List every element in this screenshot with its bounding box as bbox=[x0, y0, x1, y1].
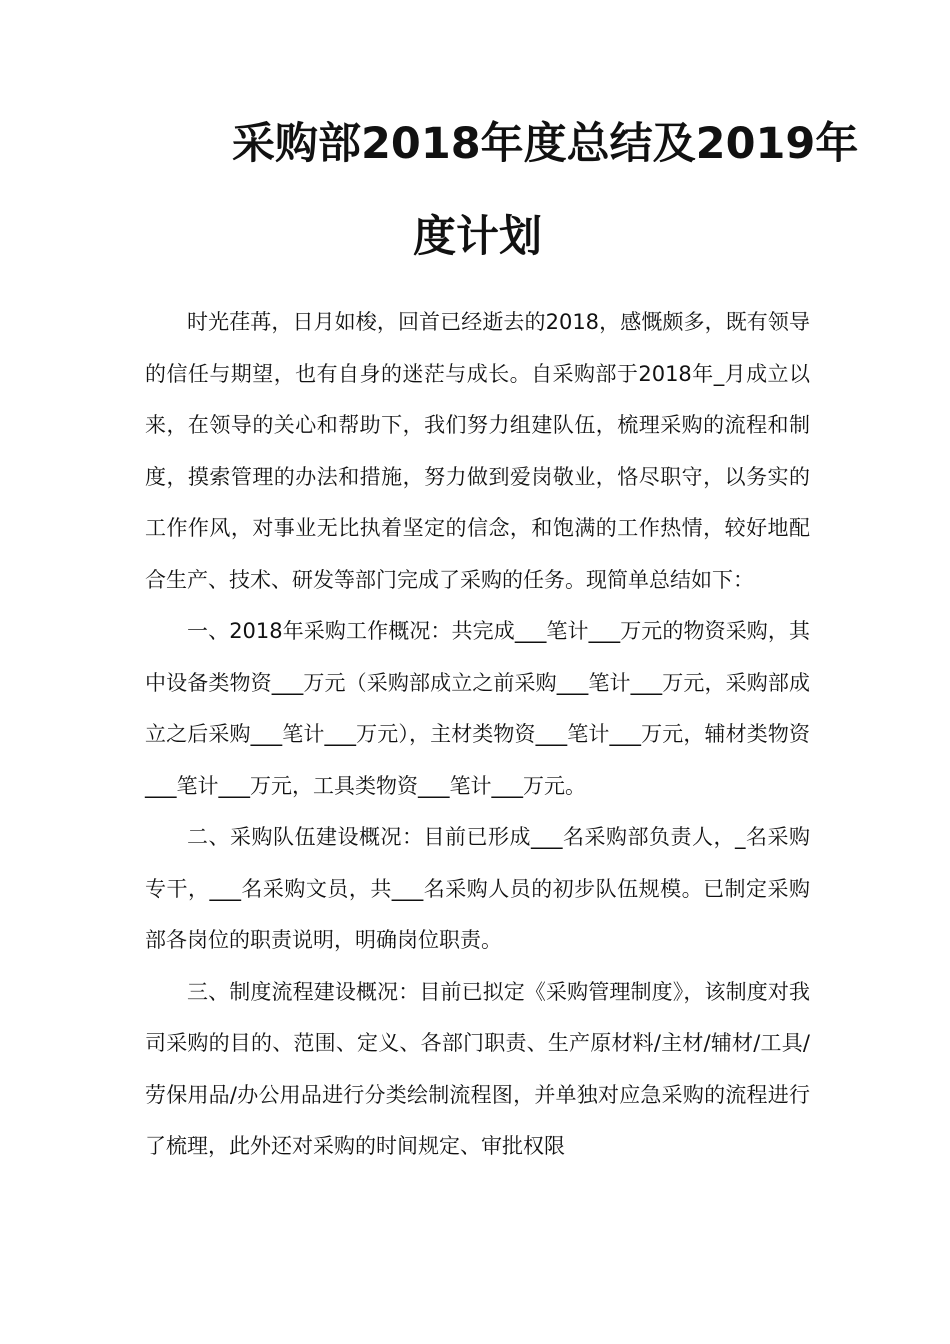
document-body bbox=[145, 297, 810, 1173]
document-title-line-2: 度计划 bbox=[413, 212, 542, 262]
paragraph-section-3: 三、制度流程建设概况：目前已拟定《采购管理制度》，该制度对我司采购的目的、范围、定义、各部门职责、生产原材料/主材/辅材/工具/劳保用品/办公用品进行分类绘制流程图，并单独对应急采购的流程进行了梳理，此外还对采购的时间规定、审批权限 bbox=[145, 979, 810, 1158]
document-title-line-1: 采购部2018年度总结及2019年 bbox=[232, 119, 859, 169]
paragraph-section-2: 二、采购队伍建设概况：目前已形成___名采购部负责人，_名采购专干，___名采购文员，共___名采购人员的初步队伍规模。已制定采购部各岗位的职责说明，明确岗位职责。 bbox=[145, 825, 810, 952]
paragraph-section-1: 一、2018年采购工作概况：共完成___笔计___万元的物资采购，其中设备类物资___万元（采购部成立之前采购___笔计___万元，采购部成立之后采购___笔计___万元），主材类物资___笔计___万元，辅材类物资___笔计___万元，工具类物资___笔计___万元。 bbox=[145, 619, 810, 798]
paragraph-intro: 时光荏苒，日月如梭，回首已经逝去的2018，感慨颇多，既有领导的信任与期望，也有自身的迷茫与成长。自采购部于2018年_月成立以来，在领导的关心和帮助下，我们努力组建队伍，梳理采购的流程和制度，摸索管理的办法和措施，努力做到爱岗敬业，恪尽职守，以务实的工作作风，对事业无比执着坚定的信念，和饱满的工作热情，较好地配合生产、技术、研发等部门完成了采购的任务。现简单总结如下： bbox=[145, 310, 810, 592]
